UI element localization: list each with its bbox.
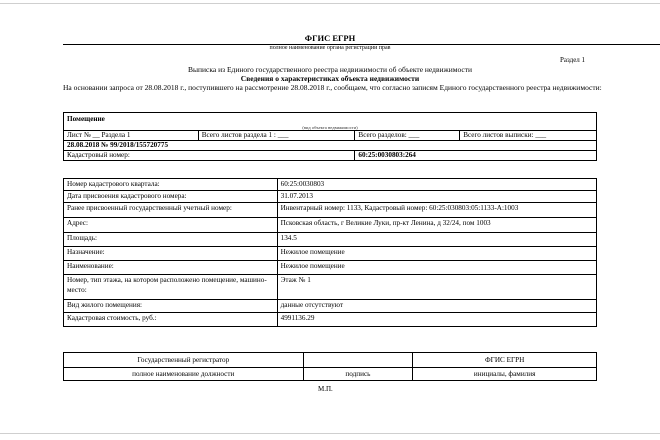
- table-row: [64, 261, 597, 275]
- table-row: [64, 313, 597, 327]
- extract-title: Выписка из Единого государственного реестра недвижимости об объекте недвижимости: [187, 65, 473, 74]
- registrar-organ: ФГИС ЕГРН: [413, 353, 597, 368]
- object-type: Помещение: [67, 115, 105, 123]
- object-type-cell: [64, 113, 597, 131]
- detail-value: Псковская область, г Великие Луки, пр-кт Ленина, д 32/24, пом 1003: [277, 218, 596, 233]
- table-row: [64, 218, 597, 233]
- detail-label: Дата присвоения кадастрового номера:: [64, 191, 278, 203]
- object-details-table: [63, 178, 597, 327]
- section-label: Раздел 1: [560, 56, 586, 64]
- detail-value: Инвентарный номер: 1133, Кадастровый номер: 60:25:030803:05:1133-А:1003: [277, 203, 596, 218]
- organ-caption: полное наименование органа регистрации прав: [269, 45, 391, 51]
- table-row: [64, 275, 597, 300]
- detail-label: Ранее присвоенный государственный учетный номер:: [64, 203, 278, 218]
- page-bottom-border: [0, 433, 660, 434]
- signature-table: [63, 352, 597, 381]
- page-top-border: [0, 3, 660, 4]
- signature-caption: подпись: [303, 368, 413, 381]
- detail-label: Номер, тип этажа, на котором расположено помещение, машино-место:: [64, 275, 278, 300]
- total-extract-sheets: Всего листов выписки: ___: [460, 131, 597, 141]
- detail-label: Назначение:: [64, 247, 278, 261]
- detail-value: Этаж № 1: [277, 275, 596, 300]
- registration-organ: ФГИС ЕГРН: [304, 33, 356, 43]
- table-row: [64, 300, 597, 313]
- table-row: [64, 203, 597, 218]
- detail-value: Нежилое помещение: [277, 247, 596, 261]
- cadastral-number-value: 60:25:0030803:264: [355, 151, 597, 161]
- detail-label: Кадастровая стоимость, руб.:: [64, 313, 278, 327]
- detail-label: Номер кадастрового квартала:: [64, 179, 278, 191]
- section-number: Раздела 1: [101, 131, 131, 139]
- sheet-number-cell: [64, 131, 199, 141]
- extract-subtitle: Сведения о характеристиках объекта недвижимости: [240, 74, 420, 83]
- table-row: [64, 179, 597, 191]
- stamp-placeholder: М.П.: [318, 385, 333, 393]
- detail-label: Наименование:: [64, 261, 278, 275]
- detail-value: 31.07.2013: [277, 191, 596, 203]
- position-caption: полное наименование должности: [64, 368, 304, 381]
- detail-value: данные отсутствуют: [277, 300, 596, 313]
- detail-label: Вид жилого помещения:: [64, 300, 278, 313]
- detail-label: Адрес:: [64, 218, 278, 233]
- signature-field: [303, 353, 413, 368]
- object-type-caption: (вид объекта недвижимости): [302, 125, 358, 130]
- date-and-number: 28.08.2018 № 99/2018/155720775: [64, 141, 597, 151]
- registrar-position: Государственный регистратор: [64, 353, 304, 368]
- name-caption: инициалы, фамилия: [413, 368, 597, 381]
- total-sections: Всего разделов: ___: [355, 131, 460, 141]
- detail-value: 60:25:0030803: [277, 179, 596, 191]
- cadastral-number-label: Кадастровый номер:: [64, 151, 355, 161]
- object-header-table: [63, 112, 597, 161]
- detail-value: Нежилое помещение: [277, 261, 596, 275]
- detail-value: 4991136.29: [277, 313, 596, 327]
- total-section-sheets: Всего листов раздела 1 : ___: [198, 131, 355, 141]
- detail-value: 134.5: [277, 233, 596, 247]
- table-row: [64, 191, 597, 203]
- sheet-number: Лист № __: [67, 131, 100, 139]
- table-row: [64, 247, 597, 261]
- basis-text: На основании запроса от 28.08.2018 г., поступившего на рассмотрение 28.08.2018 г., сообщаем, что согласно записям Единого государственного реестра недвижимости:: [63, 83, 602, 92]
- detail-label: Площадь:: [64, 233, 278, 247]
- table-row: [64, 233, 597, 247]
